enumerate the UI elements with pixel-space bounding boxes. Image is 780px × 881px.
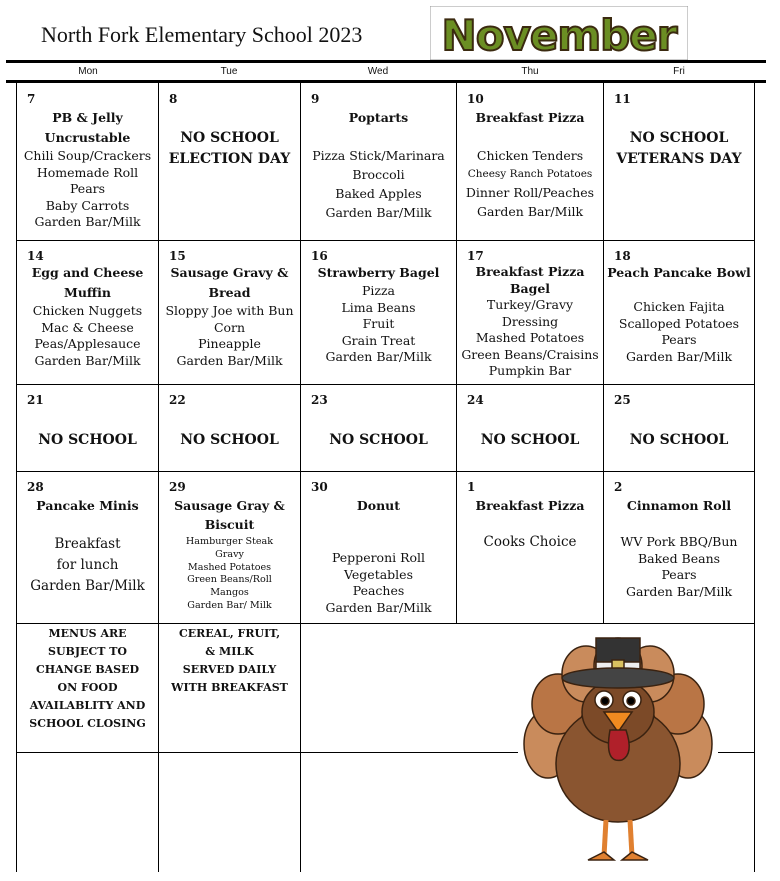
month-title: November — [441, 11, 677, 60]
menu-item: Dressing — [501, 313, 559, 329]
day-cell — [457, 84, 603, 240]
notice-line: NO SCHOOL — [629, 432, 729, 448]
notice-line: ELECTION DAY — [168, 151, 291, 167]
main-item: Peach Pancake Bowl — [607, 265, 751, 280]
menu-item: Chili Soup/Crackers — [23, 148, 152, 163]
menu-item: Corn — [213, 319, 246, 335]
menu-item: Mac & Cheese — [41, 319, 134, 335]
day-cell — [159, 472, 300, 623]
main-item: Donut — [356, 498, 401, 513]
menu-item: Vegetables — [344, 566, 413, 582]
menu-item: Garden Bar/Milk — [625, 583, 733, 599]
menu-item: for lunch — [56, 557, 119, 573]
day-cell — [301, 241, 456, 384]
notice — [159, 128, 300, 170]
menu-item: Fruit — [362, 316, 395, 331]
menu-item: Grain Treat — [341, 332, 416, 348]
menu-item: Garden Bar/Milk — [176, 352, 283, 368]
main-item: Poptarts — [348, 110, 409, 125]
day-number: 29 — [169, 480, 186, 494]
menu-item: Garden Bar/Milk — [476, 204, 584, 219]
day-number: 28 — [27, 480, 44, 494]
notice-line: VETERANS DAY — [616, 151, 742, 167]
day-cell — [301, 84, 456, 240]
note-line: MENUS ARE — [48, 627, 127, 640]
menu-item: Pizza Stick/Marinara — [312, 148, 445, 163]
main-item: Bread — [208, 285, 251, 300]
menu — [301, 108, 456, 222]
menu-item: Homemade Roll — [36, 164, 139, 180]
school-title: North Fork Elementary School 2023 — [41, 22, 363, 47]
grid-line — [754, 83, 755, 872]
note-line: AVAILABLITY AND — [29, 699, 146, 712]
menu-item: Hamburger Steak — [185, 536, 274, 547]
dow-wed: Wed — [367, 66, 389, 77]
day-number: 22 — [169, 393, 186, 407]
dow-thu: Thu — [521, 66, 539, 77]
day-cell — [301, 472, 456, 623]
notice-line: NO SCHOOL — [180, 432, 279, 448]
note-line: CEREAL, FRUIT, — [178, 627, 281, 640]
menu-item: Chicken Nuggets — [32, 303, 143, 318]
main-item: Breakfast Pizza — [475, 264, 585, 279]
menu-item: Green Beans/Craisins — [461, 346, 599, 362]
menu-item: Pears — [661, 567, 697, 582]
menu — [17, 263, 158, 369]
note-line: SCHOOL CLOSING — [29, 717, 146, 730]
day-number: 21 — [27, 393, 44, 407]
day-number: 10 — [467, 92, 484, 106]
menu-item: Gravy — [215, 548, 244, 560]
main-item: Uncrustable — [44, 130, 131, 145]
note-line: CHANGE BASED — [35, 663, 140, 676]
menu-item: Baked Beans — [637, 550, 721, 566]
menu — [17, 496, 158, 597]
menu-item: Chicken Fajita — [633, 299, 725, 314]
main-item: Cinnamon Roll — [626, 498, 732, 513]
day-cell — [604, 84, 754, 240]
menu — [159, 263, 300, 369]
menu-item: Garden Bar/Milk — [325, 205, 432, 220]
day-cell — [17, 385, 158, 471]
menu-item: Turkey/Gravy — [486, 297, 574, 312]
day-cell — [159, 241, 300, 384]
day-number: 8 — [169, 92, 178, 106]
day-number: 16 — [311, 249, 328, 263]
dow-mon: Mon — [78, 66, 98, 77]
main-item: Biscuit — [204, 517, 255, 532]
dow-rule — [6, 80, 766, 83]
day-number: 9 — [311, 92, 320, 106]
breakfast-note — [159, 625, 300, 697]
menu — [604, 496, 754, 600]
menu-item: Garden Bar/Milk — [30, 578, 145, 594]
menu-item: Garden Bar/Milk — [34, 214, 141, 229]
menu-item: Pumpkin Bar — [488, 363, 572, 378]
main-item: PB & Jelly — [52, 110, 123, 125]
header — [0, 0, 780, 62]
notice — [457, 430, 603, 451]
notice-line: NO SCHOOL — [480, 432, 580, 448]
menu — [457, 496, 603, 552]
menu-item: Mangos — [210, 587, 249, 599]
main-item: Breakfast Pizza — [475, 110, 585, 125]
day-number: 24 — [467, 393, 484, 407]
menu-item: Garden Bar/Milk — [325, 349, 432, 364]
grid-line — [16, 623, 754, 624]
menu-item: Baby Carrots — [45, 197, 130, 213]
menu-item: Garden Bar/Milk — [625, 348, 733, 364]
header-rule — [6, 60, 766, 63]
day-cell — [604, 472, 754, 623]
day-cell — [457, 241, 603, 384]
main-item: Pancake Minis — [36, 498, 139, 513]
menu-item: Broccoli — [352, 167, 405, 182]
menu-item: Cooks Choice — [483, 534, 577, 550]
day-cell — [457, 472, 603, 623]
notice-line: NO SCHOOL — [38, 432, 137, 448]
turkey-pilgrim-icon — [518, 634, 718, 874]
days-of-week — [6, 64, 766, 80]
menu-item: Baked Apples — [335, 186, 422, 201]
menu-item: Breakfast — [54, 536, 121, 552]
day-cell — [159, 385, 300, 471]
menu — [301, 263, 456, 366]
notice-line: NO SCHOOL — [329, 432, 428, 448]
menu-item: Pepperoni Roll — [331, 550, 426, 565]
dow-tue: Tue — [220, 66, 238, 77]
day-number: 15 — [169, 249, 186, 263]
notice — [604, 128, 754, 170]
month-banner — [430, 6, 688, 60]
day-cell — [301, 385, 456, 471]
menu — [301, 496, 456, 616]
day-cell — [17, 241, 158, 384]
menu-item: Mashed Potatoes — [475, 330, 585, 345]
note-line: SERVED DAILY — [182, 663, 277, 676]
menu-item: Peaches — [352, 583, 405, 598]
main-item: Egg and Cheese — [31, 265, 144, 280]
menu-item: Garden Bar/Milk — [34, 352, 141, 368]
notice — [301, 430, 456, 451]
main-item: Breakfast Pizza — [475, 498, 585, 513]
day-number: 14 — [27, 249, 44, 263]
main-item: Strawberry Bagel — [317, 265, 440, 280]
menu-item: WV Pork BBQ/Bun — [620, 534, 738, 549]
main-item: Muffin — [63, 285, 112, 300]
note-line: WITH BREAKFAST — [171, 681, 288, 694]
day-number: 11 — [614, 92, 631, 106]
menu-item: Cheesy Ranch Potatoes — [467, 168, 593, 180]
day-number: 7 — [27, 92, 36, 106]
note-line: ON FOOD — [57, 681, 118, 694]
day-number: 18 — [614, 249, 631, 263]
menu-item: Green Beans/Roll — [187, 574, 272, 586]
day-cell — [17, 472, 158, 623]
menu-item: Garden Bar/Milk — [325, 599, 432, 615]
menu — [604, 263, 754, 365]
menu-item: Lima Beans — [341, 299, 416, 315]
menu-item: Dinner Roll/Peaches — [465, 185, 595, 200]
day-cell — [159, 84, 300, 240]
menu — [159, 496, 300, 613]
menu-item: Mashed Potatoes — [187, 561, 272, 573]
menu-item: Pizza — [361, 283, 396, 298]
notice-line: NO SCHOOL — [180, 130, 279, 146]
menu-item: Peas/Applesauce — [34, 336, 141, 351]
menu-change-note — [17, 625, 158, 733]
menu-item: Sloppy Joe with Bun — [165, 303, 294, 318]
day-number: 25 — [614, 393, 631, 407]
notice — [604, 430, 754, 451]
day-number: 23 — [311, 393, 328, 407]
day-number: 2 — [614, 480, 623, 494]
menu-item: Scalloped Potatoes — [618, 315, 740, 331]
menu-item: Pears — [661, 332, 697, 347]
menu-item: Pineapple — [198, 336, 261, 351]
dow-fri: Fri — [673, 66, 685, 77]
menu — [457, 108, 603, 221]
day-number: 30 — [311, 480, 328, 494]
main-item: Sausage Gray & — [174, 498, 285, 513]
notice-line: NO SCHOOL — [629, 130, 729, 146]
note-line: SUBJECT TO — [48, 645, 127, 658]
notice — [17, 430, 158, 451]
menu-item: Chicken Tenders — [476, 148, 584, 163]
day-cell — [604, 241, 754, 384]
day-cell — [457, 385, 603, 471]
day-cell — [17, 84, 158, 240]
main-item: Sausage Gravy & — [170, 265, 289, 280]
note-line: & MILK — [205, 645, 254, 658]
menu — [457, 263, 603, 380]
day-number: 17 — [467, 249, 484, 263]
menu-item: Garden Bar/ Milk — [187, 599, 272, 611]
main-item: Bagel — [509, 281, 551, 296]
day-cell — [604, 385, 754, 471]
day-number: 1 — [467, 480, 476, 494]
menu-item: Pears — [69, 181, 106, 196]
menu — [17, 108, 158, 231]
notice — [159, 430, 300, 451]
